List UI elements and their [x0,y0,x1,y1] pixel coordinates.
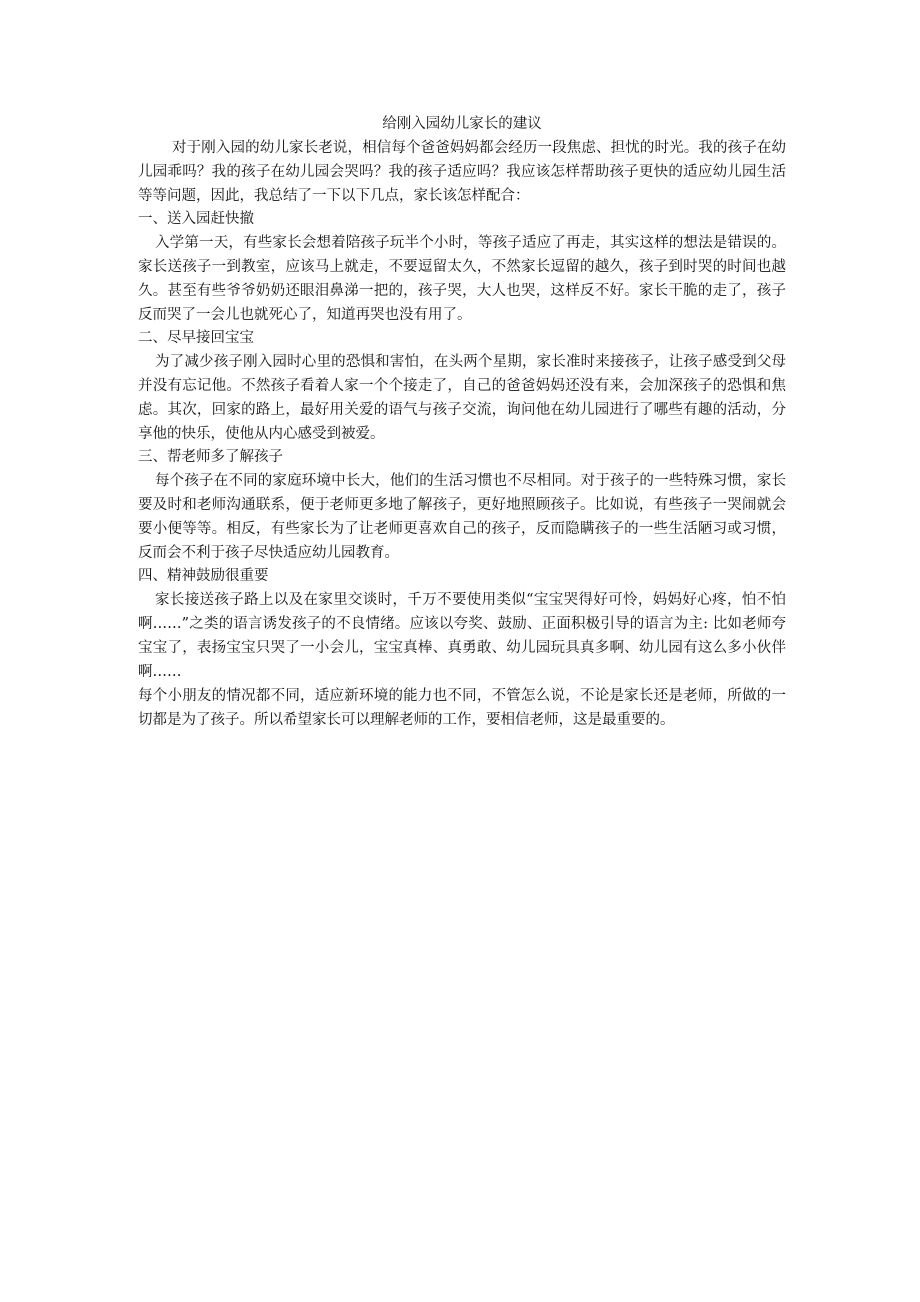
section-body: 家长接送孩子路上以及在家里交谈时，千万不要使用类似“宝宝哭得好可怜，妈妈好心疼，怕不怕啊……”之类的语言诱发孩子的不良情绪。应该以夸奖、鼓励、正面积极引导的语言为主: 比如老师夸宝宝了，表扬宝宝只哭了一小会儿，宝宝真棒、真勇敢、幼儿园玩具真多啊、幼儿园有这么多小伙伴啊…… [138,592,786,680]
section-1 [138,208,786,327]
document-page [138,112,786,732]
section-body: 为了减少孩子刚入园时心里的恐惧和害怕，在头两个星期，家长准时来接孩子，让孩子感受到父母并没有忘记他。不然孩子看着人家一个个接走了，自己的爸爸妈妈还没有来，会加深孩子的恐惧和焦虑。其次，回家的路上，最好用关爱的语气与孩子交流，询问他在幼儿园进行了哪些有趣的活动，分享他的快乐，使他从内心感受到被爱。 [138,354,786,442]
closing-paragraph: 每个小朋友的情况都不同，适应新环境的能力也不同，不管怎么说，不论是家长还是老师，所做的一切都是为了孩子。所以希望家长可以理解老师的工作，要相信老师，这是最重要的。 [138,688,786,728]
section-heading: 二、尽早接回宝宝 [138,330,254,346]
section-3 [138,446,786,565]
intro-paragraph: 对于刚入园的幼儿家长老说，相信每个爸爸妈妈都会经历一段焦虑、担忧的时光。我的孩子在幼儿园乖吗？我的孩子在幼儿园会哭吗？我的孩子适应吗？我应该怎样帮助孩子更快的适应幼儿园生活等等问题，因此，我总结了一下以下几点，家长该怎样配合： [138,140,786,204]
section-heading: 三、帮老师多了解孩子 [138,449,283,465]
section-body: 入学第一天，有些家长会想着陪孩子玩半个小时，等孩子适应了再走，其实这样的想法是错误的。家长送孩子一到教室，应该马上就走，不要逗留太久，不然家长逗留的越久，孩子到时哭的时间也越久。甚至有些爷爷奶奶还眼泪鼻涕一把的，孩子哭，大人也哭，这样反不好。家长干脆的走了，孩子反而哭了一会儿也就死心了，知道再哭也没有用了。 [138,235,786,323]
section-heading: 一、送入园赶快撤 [138,211,254,227]
section-2 [138,327,786,446]
section-heading: 四、精神鼓励很重要 [138,568,269,584]
section-body: 每个孩子在不同的家庭环境中长大，他们的生活习惯也不尽相同。对于孩子的一些特殊习惯，家长要及时和老师沟通联系，便于老师更多地了解孩子，更好地照顾孩子。比如说，有些孩子一哭闹就会要小便等等。相反，有些家长为了让老师更喜欢自己的孩子，反而隐瞒孩子的一些生活陋习或习惯，反而会不利于孩子尽快适应幼儿园教育。 [138,473,786,561]
document-title: 给刚入园幼儿家长的建议 [382,116,542,132]
section-4 [138,565,786,684]
